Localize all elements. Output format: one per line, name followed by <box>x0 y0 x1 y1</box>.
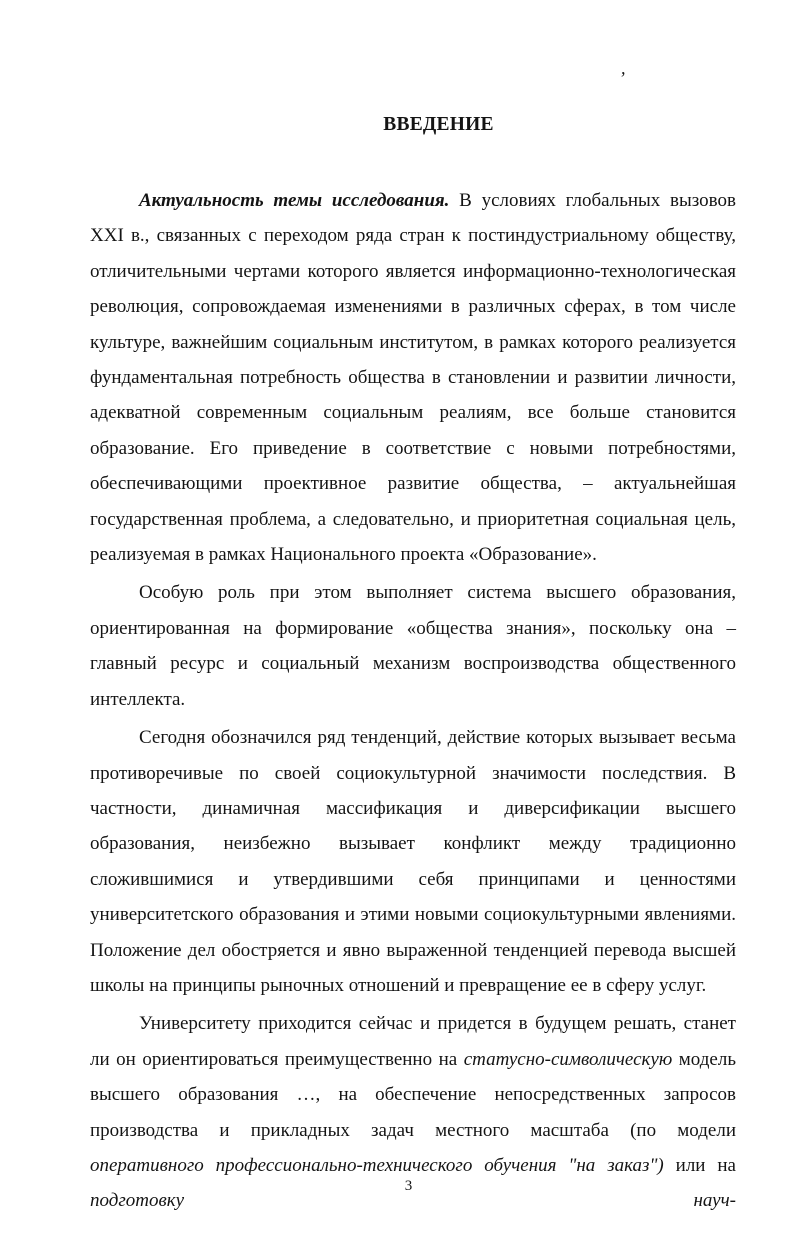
paragraph-text: В условиях глобальных вызовов XXI в., связанных с переходом ряда стран к постиндустриальному обществу, отличительными чертами которого является информационно-технологическая революция, сопровождаемая изменениями в различных сферах, в том числе культуре, важнейшим социальным институтом, в рамках которого реализуется фундаментальная потребность общества в становлении и развитии личности, адекватной современным социальным реалиям, все больше становится образование. Его приведение в соответствие с новыми потребностями, обеспечивающими проективное развитие общества, – актуальнейшая государственная проблема, а следовательно, и приоритетная социальная цель, реализуемая в рамках Национального проекта «Образование». <box>90 190 736 566</box>
stray-mark: , <box>621 58 626 78</box>
body-text <box>90 183 736 1219</box>
paragraph-text: Особую роль при этом выполняет система высшего образования, ориентированная на формирование «общества знания», поскольку она – главный ресурс и социальный механизм воспроизводства общественного интеллекта. <box>90 582 736 710</box>
paragraph-lead: Актуальность темы исследования. <box>139 190 450 211</box>
italic-term: подготовку науч- <box>90 1190 736 1212</box>
italic-term: оперативного профессионально-технического обучения "на заказ") <box>90 1154 664 1176</box>
paragraph-relevance <box>90 183 736 572</box>
paragraph-tendencies <box>90 720 736 1003</box>
paragraph-text: Сегодня обозначился ряд тенденций, действие которых вызывает весьма противоречивые по своей социокультурной значимости последствия. В частности, динамичная массификация и диверсификации высшего образования, неизбежно вызывает конфликт между традиционно сложившимися и утвердившими себя принципами и ценностями университетского образования и этими новыми социокультурными явлениями. Положение дел обостряется и явно выраженной тенденцией перевода высшей школы на принципы рыночных отношений и превращение ее в сферу услуг. <box>90 727 736 996</box>
paragraph-text: или на <box>663 1154 736 1176</box>
italic-term: статусно-символическую <box>463 1048 673 1070</box>
paragraph-higher-education <box>90 575 736 717</box>
paragraph-text: Университету приходится сейчас и придется в будущем решать, станет ли он ориентироваться преимущественно на <box>90 1013 736 1070</box>
page-title: ВВЕДЕНИЕ <box>383 114 494 135</box>
page-number: 3 <box>404 1178 413 1194</box>
paragraph-text: модель высшего образования …, на обеспечение непосредственных запросов производства и прикладных задач местного масштаба (по модели <box>90 1048 737 1141</box>
